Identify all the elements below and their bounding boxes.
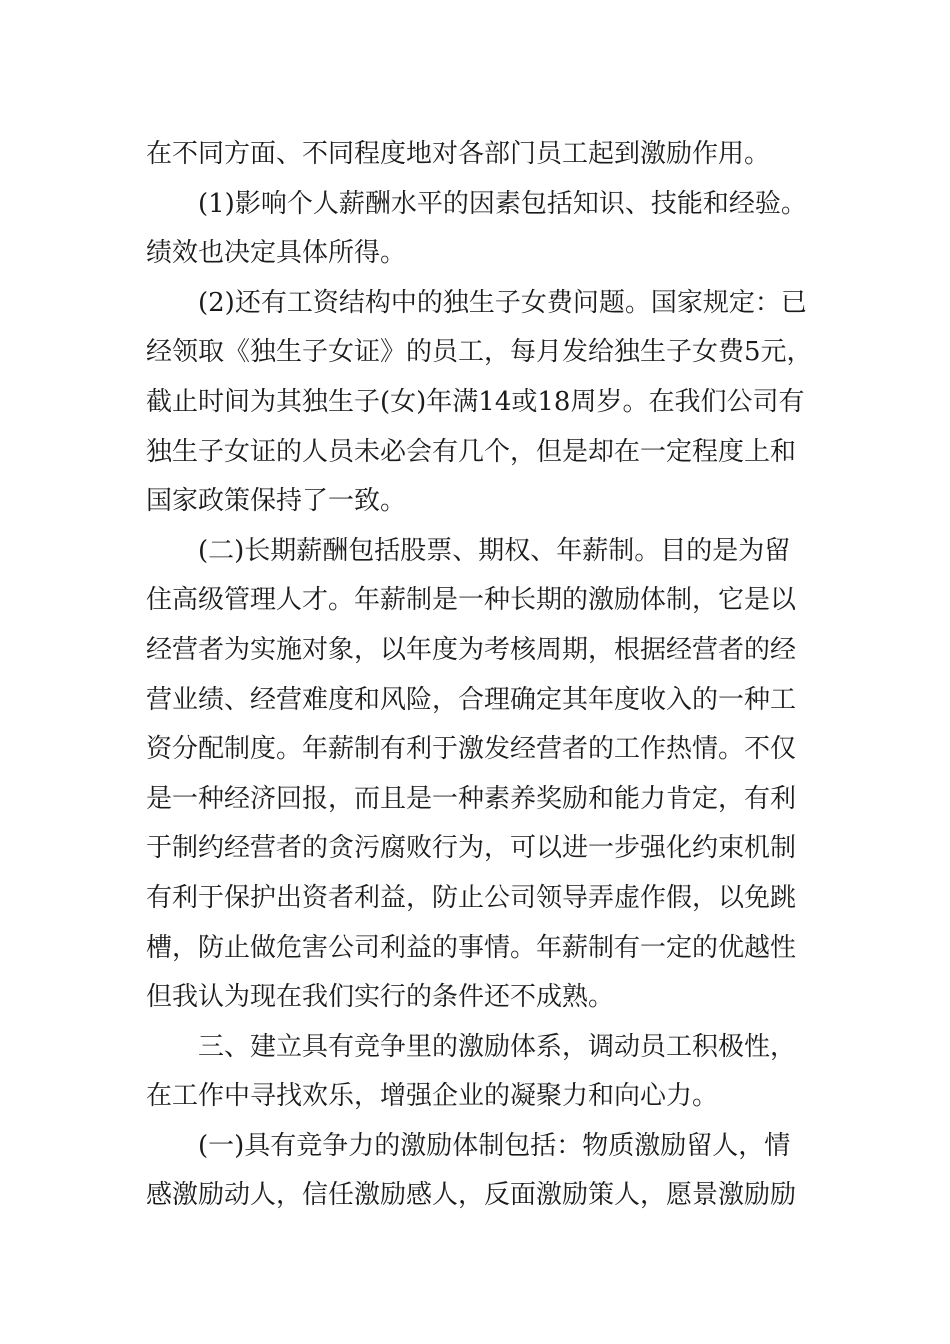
text-line: (1)影响个人薪酬水平的因素包括知识、技能和经验。 bbox=[198, 188, 807, 219]
text-line: 是一种经济回报，而且是一种素养奖励和能力肯定，有利 bbox=[146, 783, 797, 814]
text-line: 经营者为实施对象，以年度为考核周期，根据经营者的经 bbox=[146, 634, 797, 665]
document-body bbox=[146, 130, 813, 1221]
text-line: 绩效也决定具体所得。 bbox=[146, 238, 407, 269]
text-line: 但我认为现在我们实行的条件还不成熟。 bbox=[146, 982, 615, 1013]
text-line: 国家政策保持了一致。 bbox=[146, 486, 407, 517]
text-line: 三、建立具有竞争里的激励体系，调动员工积极性， bbox=[198, 1031, 797, 1062]
text-line: 在不同方面、不同程度地对各部门员工起到激励作用。 bbox=[146, 139, 771, 169]
text-line: 感激励动人，信任激励感人，反面激励策人，愿景激励励 bbox=[146, 1180, 797, 1211]
text-line: 营业绩、经营难度和风险，合理确定其年度收入的一种工 bbox=[146, 684, 797, 715]
text-line: (2)还有工资结构中的独生子女费问题。国家规定：已 bbox=[198, 287, 807, 318]
text-line: 资分配制度。年薪制有利于激发经营者的工作热情。不仅 bbox=[146, 734, 797, 765]
text-line: 经领取《独生子女证》的员工，每月发给独生子女费5元， bbox=[146, 337, 813, 368]
text-line: 住高级管理人才。年薪制是一种长期的激励体制，它是以 bbox=[146, 585, 797, 616]
text-line: (一)具有竞争力的激励体制包括：物质激励留人，情 bbox=[198, 1130, 791, 1161]
text-line: 槽，防止做危害公司利益的事情。年薪制有一定的优越性 bbox=[146, 932, 797, 963]
text-line: (二)长期薪酬包括股票、期权、年薪制。目的是为留 bbox=[198, 535, 791, 566]
text-line: 在工作中寻找欢乐，增强企业的凝聚力和向心力。 bbox=[146, 1081, 719, 1112]
text-line: 独生子女证的人员未必会有几个，但是却在一定程度上和 bbox=[146, 436, 797, 467]
text-line: 于制约经营者的贪污腐败行为，可以进一步强化约束机制 bbox=[146, 833, 797, 864]
text-line: 有利于保护出资者利益，防止公司领导弄虚作假，以免跳 bbox=[146, 882, 797, 913]
text-line: 截止时间为其独生子(女)年满14或18周岁。在我们公司有 bbox=[146, 386, 805, 417]
